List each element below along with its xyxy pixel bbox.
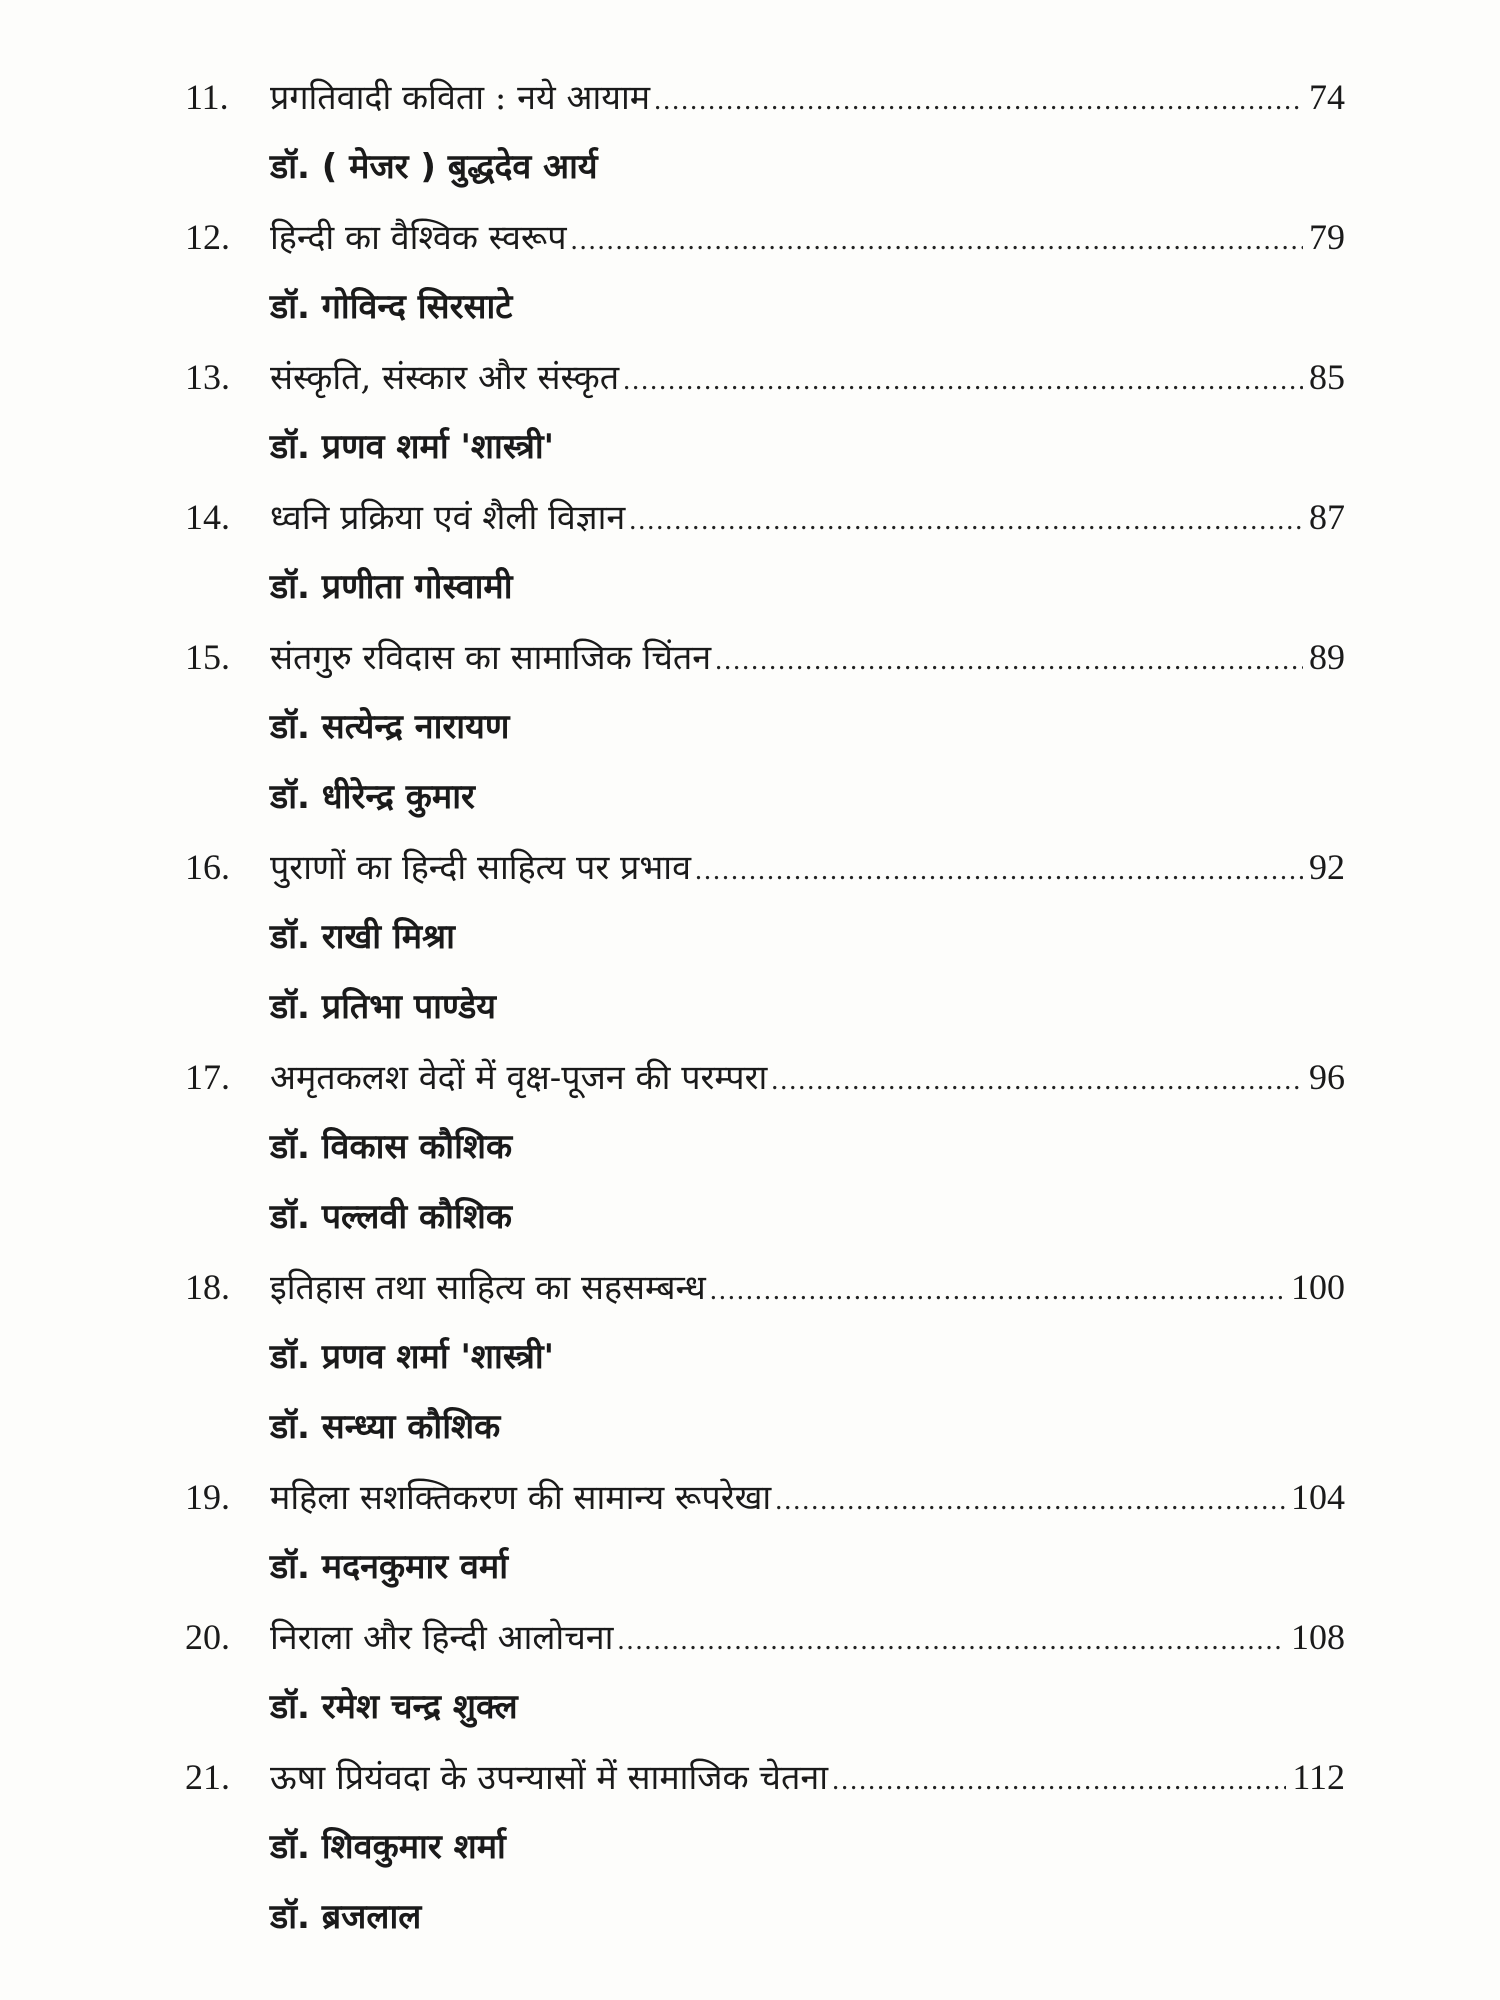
chapter-author: डॉ. प्रणीता गोस्वामी — [270, 567, 513, 607]
chapter-title: अमृतकलश वेदों में वृक्ष-पूजन की परम्परा — [270, 1058, 768, 1098]
page-number: 85 — [1309, 357, 1345, 397]
toc-entry-row — [185, 482, 1345, 552]
page-number: 96 — [1309, 1057, 1345, 1097]
dot-leader — [629, 486, 1303, 556]
chapter-author: डॉ. मदनकुमार वर्मा — [270, 1547, 509, 1587]
chapter-author: डॉ. प्रतिभा पाण्डेय — [270, 987, 497, 1027]
chapter-author: डॉ. धीरेन्द्र कुमार — [270, 777, 475, 817]
chapter-author: डॉ. सन्ध्या कौशिक — [270, 1407, 501, 1447]
toc-entry-row — [185, 342, 1345, 412]
toc-entry-row — [185, 832, 1345, 902]
chapter-author: डॉ. ब्रजलाल — [270, 1897, 422, 1937]
chapter-author: डॉ. शिवकुमार शर्मा — [270, 1827, 506, 1867]
toc-entry-row — [185, 1042, 1345, 1112]
dot-leader — [710, 1256, 1285, 1326]
dot-leader — [715, 626, 1303, 696]
chapter-title: ऊषा प्रियंवदा के उपन्यासों में सामाजिक चेतना — [270, 1758, 829, 1798]
chapter-number: 18. — [185, 1267, 230, 1307]
chapter-author: डॉ. पल्लवी कौशिक — [270, 1197, 512, 1237]
chapter-title: महिला सशक्तिकरण की सामान्य रूपरेखा — [270, 1478, 772, 1518]
chapter-author: डॉ. रमेश चन्द्र शुक्ल — [270, 1687, 518, 1727]
chapter-title: इतिहास तथा साहित्य का सहसम्बन्ध — [270, 1268, 706, 1308]
toc-entry — [185, 202, 1345, 342]
chapter-author: डॉ. ( मेजर ) बुद्धदेव आर्य — [270, 147, 598, 187]
chapter-author: डॉ. राखी मिश्रा — [270, 917, 455, 957]
toc-entry — [185, 342, 1345, 482]
dot-leader — [571, 206, 1303, 276]
page-number: 79 — [1309, 217, 1345, 257]
page-number: 87 — [1309, 497, 1345, 537]
chapter-author: डॉ. विकास कौशिक — [270, 1127, 513, 1167]
chapter-title: ध्वनि प्रक्रिया एवं शैली विज्ञान — [270, 498, 626, 538]
toc-entry — [185, 62, 1345, 202]
chapter-title: प्रगतिवादी कविता : नये आयाम — [270, 78, 651, 118]
toc-entry — [185, 1252, 1345, 1462]
toc-entry-row — [185, 1742, 1345, 1812]
toc-entry — [185, 482, 1345, 622]
dot-leader — [832, 1746, 1286, 1816]
chapter-title: हिन्दी का वैश्विक स्वरूप — [270, 218, 567, 258]
toc-entry — [185, 1042, 1345, 1252]
chapter-number: 11. — [185, 77, 229, 117]
chapter-number: 15. — [185, 637, 230, 677]
chapter-number: 19. — [185, 1477, 230, 1517]
chapter-number: 20. — [185, 1617, 230, 1657]
dot-leader — [623, 346, 1303, 416]
chapter-author: डॉ. प्रणव शर्मा 'शास्त्री' — [270, 1337, 555, 1377]
page-number: 112 — [1292, 1757, 1345, 1797]
chapter-number: 17. — [185, 1057, 230, 1097]
dot-leader — [771, 1046, 1303, 1116]
chapter-title: संतगुरु रविदास का सामाजिक चिंतन — [270, 638, 712, 678]
toc-entry — [185, 622, 1345, 832]
chapter-author: डॉ. गोविन्द सिरसाटे — [270, 287, 513, 327]
toc-entry — [185, 1462, 1345, 1602]
dot-leader — [775, 1466, 1285, 1536]
toc-entry-row — [185, 1252, 1345, 1322]
chapter-title: पुराणों का हिन्दी साहित्य पर प्रभाव — [270, 848, 691, 888]
toc-entry-row — [185, 622, 1345, 692]
chapter-author: डॉ. प्रणव शर्मा 'शास्त्री' — [270, 427, 555, 467]
toc-entry — [185, 1602, 1345, 1742]
toc-entry-row — [185, 1602, 1345, 1672]
page-number: 74 — [1309, 77, 1345, 117]
dot-leader — [695, 836, 1303, 906]
page-number: 89 — [1309, 637, 1345, 677]
chapter-number: 16. — [185, 847, 230, 887]
chapter-number: 12. — [185, 217, 230, 257]
toc-entry — [185, 1742, 1345, 1952]
dot-leader — [654, 66, 1303, 136]
page-number: 108 — [1291, 1617, 1345, 1657]
chapter-number: 13. — [185, 357, 230, 397]
toc-entry-row — [185, 202, 1345, 272]
chapter-number: 14. — [185, 497, 230, 537]
chapter-author: डॉ. सत्येन्द्र नारायण — [270, 707, 510, 747]
table-of-contents — [185, 62, 1345, 1952]
chapter-title: निराला और हिन्दी आलोचना — [270, 1618, 614, 1658]
toc-entry — [185, 832, 1345, 1042]
chapter-title: संस्कृति, संस्कार और संस्कृत — [270, 358, 620, 398]
dot-leader — [617, 1606, 1285, 1676]
page-number: 104 — [1291, 1477, 1345, 1517]
page-number: 92 — [1309, 847, 1345, 887]
toc-entry-row — [185, 62, 1345, 132]
toc-entry-row — [185, 1462, 1345, 1532]
chapter-number: 21. — [185, 1757, 230, 1797]
page-number: 100 — [1291, 1267, 1345, 1307]
